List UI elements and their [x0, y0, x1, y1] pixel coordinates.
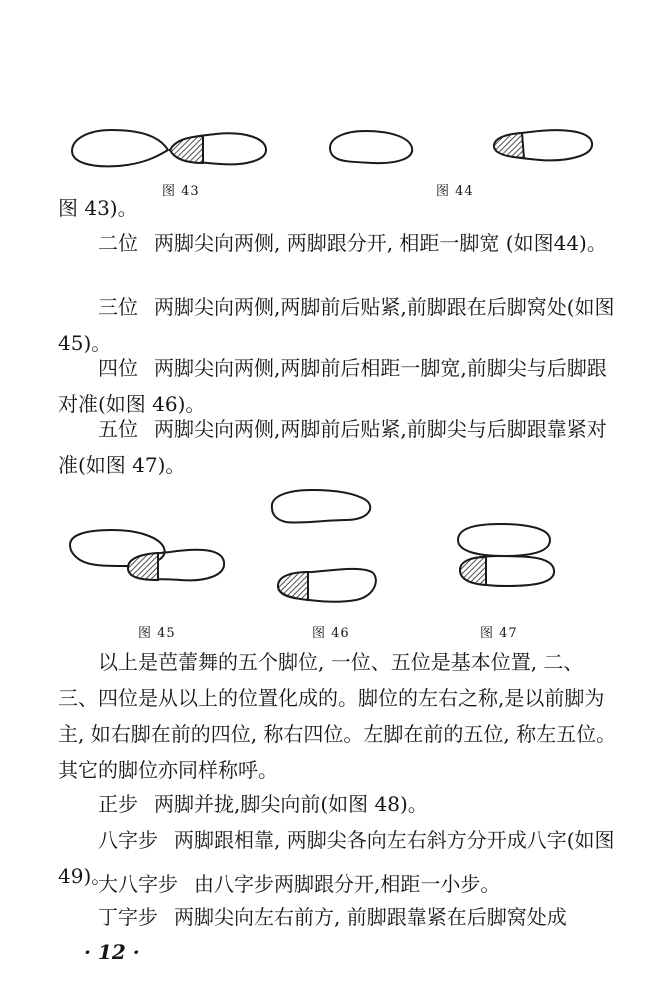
desc-fifth-position: 两脚尖向两侧,两脚前后贴紧,前脚尖与后脚跟靠紧对准(如图 47)。	[58, 417, 607, 477]
page-number-value: 12	[97, 940, 126, 964]
fig46-heel-hatch	[278, 572, 308, 600]
paragraph-parallel-step	[58, 786, 618, 822]
desc-third-position: 两脚尖向两侧,两脚前后贴紧,前脚跟在后脚窝处(如图 45)。	[58, 295, 615, 355]
paragraph-wide-v-step	[58, 866, 618, 902]
fig43-left-foot	[72, 130, 168, 166]
figure-43-feet	[72, 130, 266, 166]
figure-43-caption: 图 43	[162, 184, 200, 199]
desc-v-step: 两脚跟相靠, 两脚尖各向左右斜方分开成八字(如图 49)。	[58, 828, 615, 888]
term-parallel-step: 正步	[98, 792, 138, 816]
fig44-heel-hatch	[494, 133, 524, 158]
term-t-step: 丁字步	[98, 905, 158, 929]
figure-45-feet	[70, 530, 224, 580]
text-line-fig43-end: 图 43)。	[58, 196, 138, 220]
fig45-heel-hatch	[128, 553, 158, 580]
page-number	[84, 940, 140, 964]
fig44-left-foot	[330, 131, 412, 163]
fig47-heel-hatch	[460, 557, 486, 585]
figure-45-caption: 图 45	[138, 626, 176, 641]
fig46-back-foot	[272, 490, 370, 523]
page-number-dot-left: ·	[84, 940, 98, 964]
figure-46-caption: 图 46	[312, 626, 350, 641]
term-fifth-position: 五位	[98, 417, 138, 441]
paragraph-summary: 以上是芭蕾舞的五个脚位, 一位、五位是基本位置, 二、三、四位是从以上的位置化成的。脚位的左右之称,是以前脚为主, 如右脚在前的四位, 称右四位。左脚在前的五位, 称左五位。其它的脚位亦同样称呼。	[58, 650, 617, 782]
figure-47-feet	[458, 524, 554, 586]
desc-wide-v-step: 由八字步两脚跟分开,相距一小步。	[194, 872, 501, 896]
figure-44-feet	[330, 130, 592, 163]
paragraph-fifth-position	[58, 411, 618, 483]
paragraph-second-position	[58, 225, 618, 261]
desc-parallel-step: 两脚并拢,脚尖向前(如图 48)。	[154, 792, 428, 816]
term-second-position: 二位	[98, 231, 138, 255]
term-third-position: 三位	[98, 295, 138, 319]
term-fourth-position: 四位	[98, 356, 138, 380]
page-number-dot-right: ·	[125, 940, 140, 964]
figure-46-feet	[272, 490, 376, 602]
desc-t-step: 两脚尖向左右前方, 前脚跟靠紧在后脚窝处成	[174, 905, 567, 929]
fig43-heel-hatch	[170, 136, 203, 163]
term-v-step: 八字步	[98, 828, 158, 852]
paragraph-t-step	[58, 899, 618, 935]
figure-44-caption: 图 44	[436, 184, 474, 199]
term-wide-v-step: 大八字步	[98, 872, 178, 896]
fig47-back-foot	[458, 524, 550, 556]
desc-fourth-position: 两脚尖向两侧,两脚前后相距一脚宽,前脚尖与后脚跟对准(如图 46)。	[58, 356, 607, 416]
desc-second-position: 两脚尖向两侧, 两脚跟分开, 相距一脚宽 (如图44)。	[154, 231, 607, 255]
figure-47-caption: 图 47	[480, 626, 518, 641]
